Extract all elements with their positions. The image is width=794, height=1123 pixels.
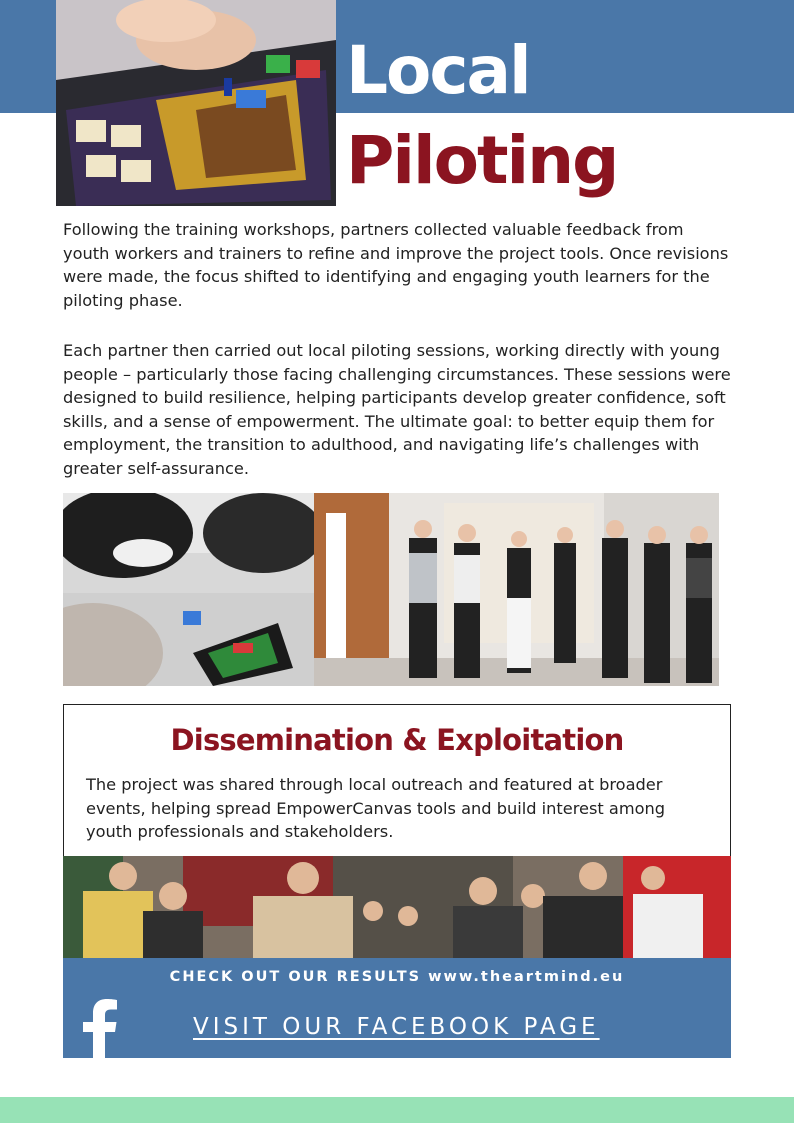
results-link-text[interactable]: CHECK OUT OUR RESULTS www.theartmind.eu [169,969,625,985]
workshop-table-photo [63,493,314,686]
board-game-photo [56,0,336,206]
facebook-icon[interactable] [77,998,125,1058]
group-participants-photo [314,493,719,686]
dissemination-text: The project was shared through local outreach and featured at broader events, helping spread EmpowerCanvas tools and build interest among youth professionals and stakeholders. [86,775,666,841]
page-title-line2: Piloting [346,122,618,199]
cta-banner [63,958,731,1058]
intro-paragraph-1: Following the training workshops, partners collected valuable feedback from youth workers and trainers to refine and improve the project tools. Once revisions were made, the focus shifted to identifying and engaging youth learners for the piloting phase. [63,220,729,310]
facebook-page-link[interactable]: VISIT OUR FACEBOOK PAGE [193,1014,600,1040]
dissemination-title: Dissemination & Exploitation [170,723,624,757]
dissemination-box [63,704,731,857]
page-title-line1: Local [346,32,530,109]
intro-paragraph-2: Each partner then carried out local piloting sessions, working directly with young people – particularly those facing challenging circumstances. These sessions were designed to build resilience, helping participants develop greater confidence, soft skills, and a sense of empowerment. The ultimate goal: to better equip them for employment, the transition to adulthood, and navigating life’s challenges with greater self-assurance. [63,341,731,478]
footer-band [0,1097,794,1123]
outdoor-event-photo [63,856,731,958]
